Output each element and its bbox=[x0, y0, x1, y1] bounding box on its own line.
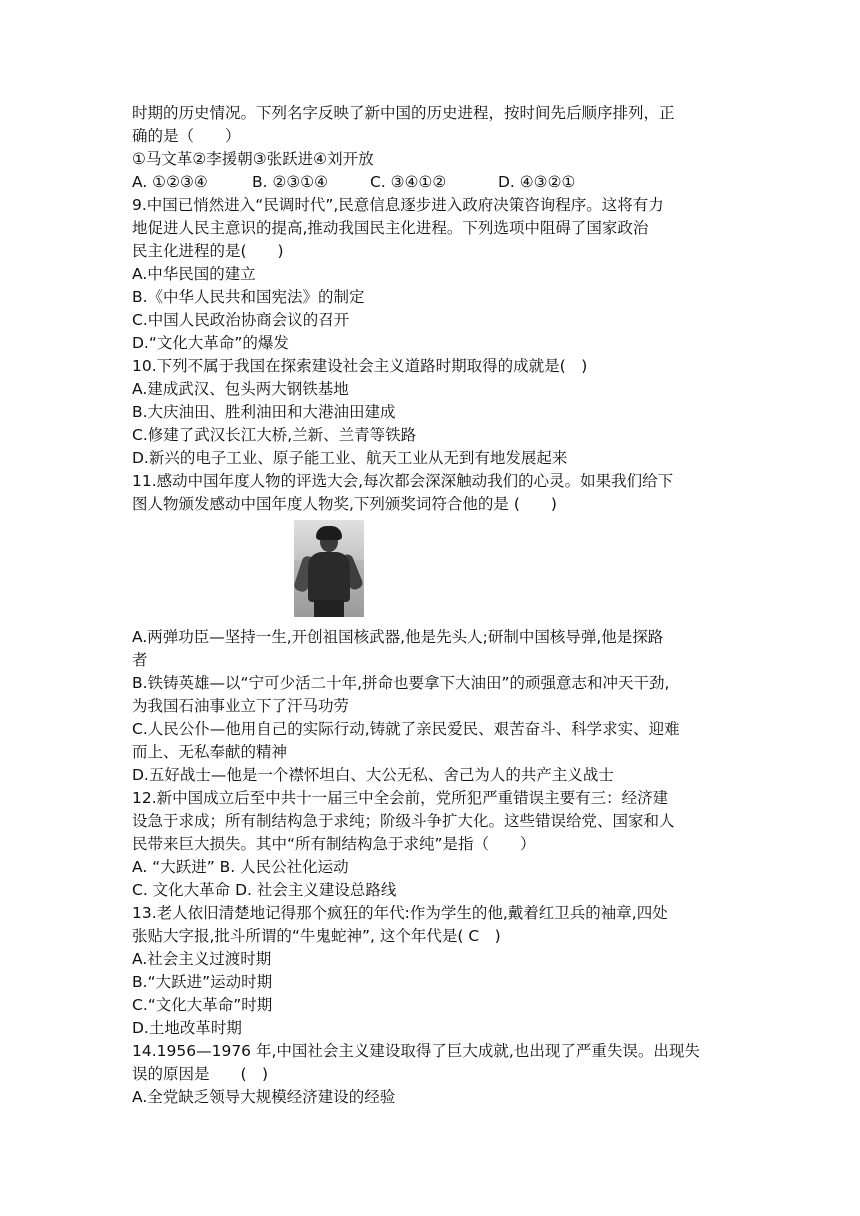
q8-option-b: B. ②③①④ bbox=[252, 173, 329, 191]
q12-stem: 设急于求成；所有制结构急于求纯；阶级斗争扩大化。这些错误给党、国家和人 bbox=[132, 812, 675, 830]
q9-option-c: C.中国人民政治协商会议的召开 bbox=[132, 311, 350, 329]
q11-option-d: D.五好战士—他是一个襟怀坦白、大公无私、舍己为人的共产主义战士 bbox=[132, 766, 614, 784]
q13-stem: 张贴大字报,批斗所谓的“牛鬼蛇神”, 这个年代是( C ) bbox=[132, 927, 501, 945]
text-line: 确的是（ ） bbox=[132, 127, 241, 145]
q13-option-b: B.“大跃进”运动时期 bbox=[132, 973, 273, 991]
q12-options-ab: A. “大跃进” B. 人民公社化运动 bbox=[132, 858, 349, 876]
q8-option-a: A. ①②③④ bbox=[132, 173, 208, 191]
q13-option-c: C.“文化大革命”时期 bbox=[132, 996, 273, 1014]
q11-option-c-cont: 而上、无私奉献的精神 bbox=[132, 743, 288, 761]
q11-figure bbox=[132, 516, 732, 626]
q13-stem: 13.老人依旧清楚地记得那个疯狂的年代:作为学生的他,戴着红卫兵的袖章,四处 bbox=[132, 904, 668, 922]
q12-options-cd: C. 文化大革命 D. 社会主义建设总路线 bbox=[132, 881, 397, 899]
q13-option-d: D.土地改革时期 bbox=[132, 1019, 242, 1037]
document-page bbox=[132, 102, 732, 1109]
q10-option-d: D.新兴的电子工业、原子能工业、航天工业从无到有地发展起来 bbox=[132, 449, 568, 467]
q10-stem: 10.下列不属于我国在探索建设社会主义道路时期取得的成就是( ) bbox=[132, 357, 588, 375]
q14-stem: 误的原因是 ( ) bbox=[132, 1065, 269, 1083]
q9-stem: 9.中国已悄然进入“民调时代”,民意信息逐步进入政府决策咨询程序。这将有力 bbox=[132, 196, 664, 214]
q9-stem: 地促进人民主意识的提高,推动我国民主化进程。下列选项中阻碍了国家政治 bbox=[132, 219, 649, 237]
q11-option-b-cont: 为我国石油事业立下了汗马功劳 bbox=[132, 697, 350, 715]
q9-option-d: D.“文化大革命”的爆发 bbox=[132, 334, 289, 352]
q12-stem: 12.新中国成立后至中共十一届三中全会前，党所犯严重错误主要有三：经济建 bbox=[132, 789, 669, 807]
portrait-photo bbox=[294, 520, 364, 617]
q10-option-c: C.修建了武汉长江大桥,兰新、兰青等铁路 bbox=[132, 426, 417, 444]
q11-stem: 图人物颁发感动中国年度人物奖,下列颁奖词符合他的是 ( ) bbox=[132, 495, 557, 513]
q8-option-c: C. ③④①② bbox=[370, 173, 447, 191]
q12-stem: 民带来巨大损失。其中“所有制结构急于求纯”是指（ ） bbox=[132, 835, 536, 853]
q11-stem: 11.感动中国年度人物的评选大会,每次都会深深触动我们的心灵。如果我们给下 bbox=[132, 472, 674, 490]
q11-option-a: A.两弹功臣—坚持一生,开创祖国核武器,他是先头人;研制中国核导弹,他是探路 bbox=[132, 628, 664, 646]
q8-options bbox=[132, 171, 732, 194]
q14-stem: 14.1956—1976 年,中国社会主义建设取得了巨大成就,也出现了严重失误。出现失 bbox=[132, 1042, 700, 1060]
text-line: ①马文革②李援朝③张跃进④刘开放 bbox=[132, 150, 374, 168]
q8-option-d: D. ④③②① bbox=[498, 173, 576, 191]
q13-option-a: A.社会主义过渡时期 bbox=[132, 950, 272, 968]
text-line: 时期的历史情况。下列名字反映了新中国的历史进程，按时间先后顺序排列，正 bbox=[132, 104, 675, 122]
q11-option-b: B.铁铸英雄—以“宁可少活二十年,拼命也要拿下大油田”的顽强意志和冲天干劲, bbox=[132, 674, 670, 692]
q9-stem: 民主化进程的是( ) bbox=[132, 242, 284, 260]
q11-option-a-cont: 者 bbox=[132, 651, 148, 669]
q9-option-b: B.《中华人民共和国宪法》的制定 bbox=[132, 288, 365, 306]
q14-option-a: A.全党缺乏领导大规模经济建设的经验 bbox=[132, 1088, 396, 1106]
q10-option-b: B.大庆油田、胜利油田和大港油田建成 bbox=[132, 403, 396, 421]
q11-option-c: C.人民公仆—他用自己的实际行动,铸就了亲民爱民、艰苦奋斗、科学求实、迎难 bbox=[132, 720, 680, 738]
q10-option-a: A.建成武汉、包头两大钢铁基地 bbox=[132, 380, 349, 398]
q9-option-a: A.中华民国的建立 bbox=[132, 265, 256, 283]
